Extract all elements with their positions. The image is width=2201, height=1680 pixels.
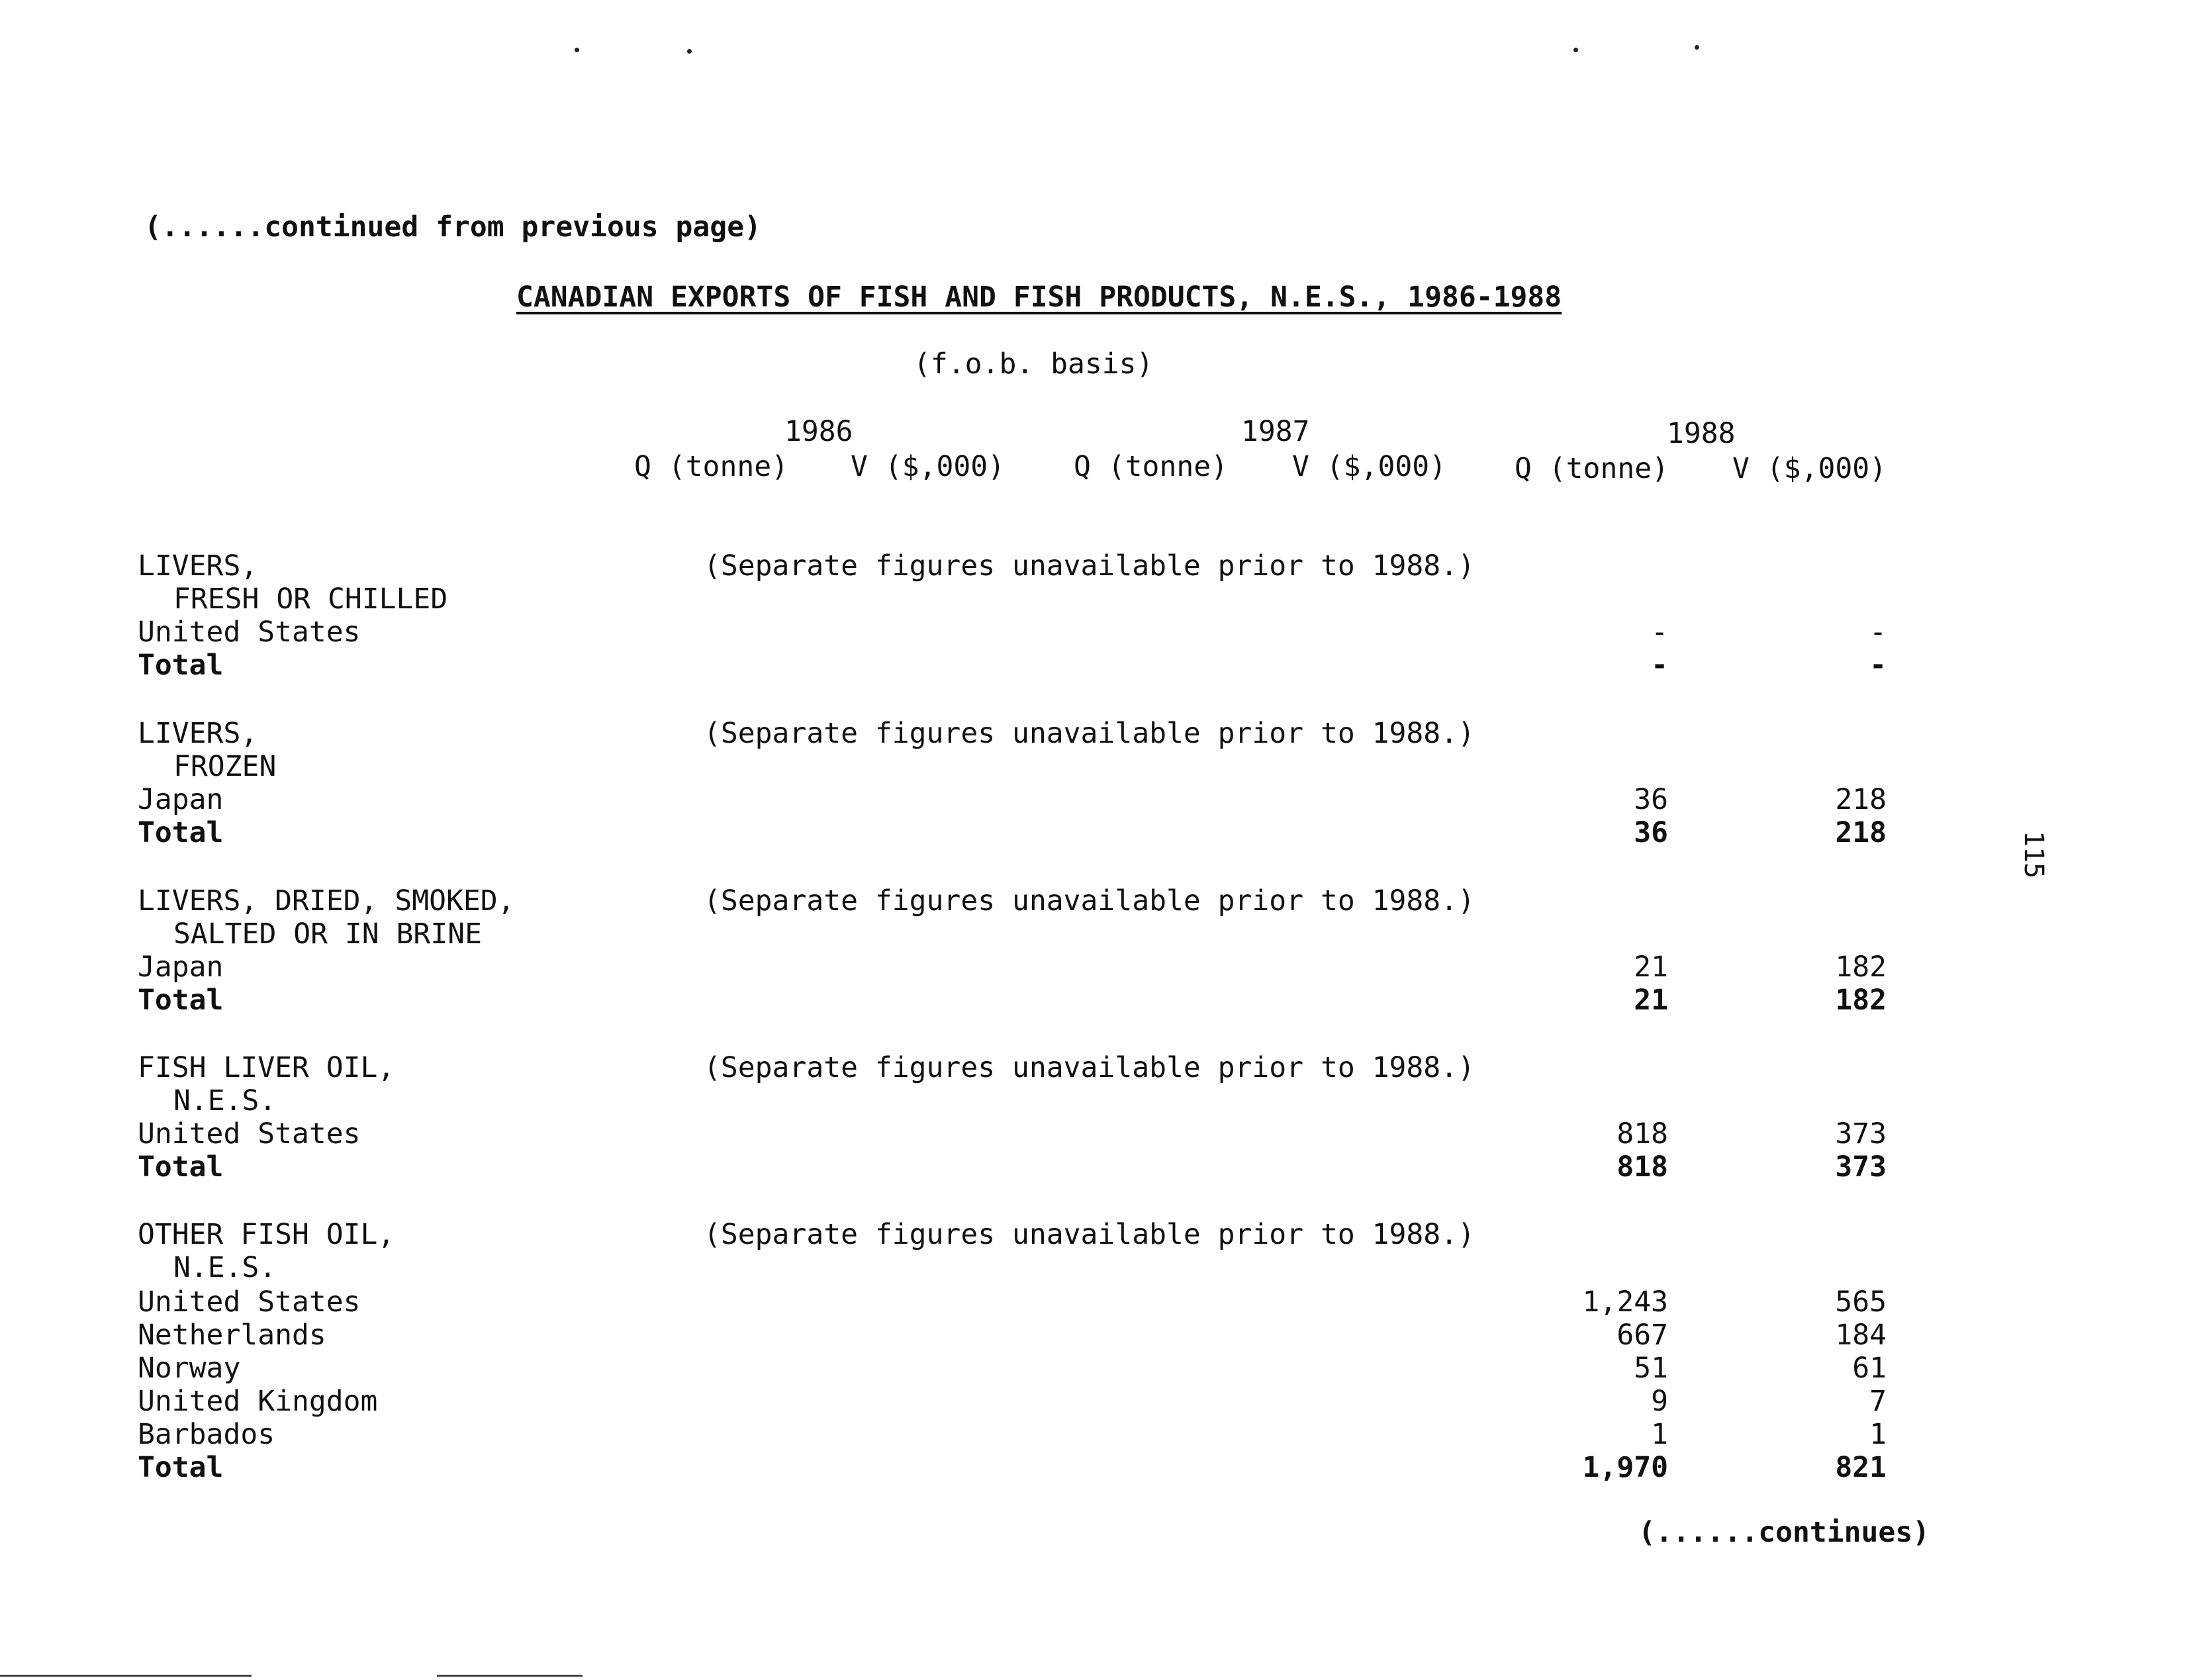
- row-q-value: 1: [1651, 1418, 1668, 1451]
- page-title: CANADIAN EXPORTS OF FISH AND FISH PRODUCTS, N.E.S., 1986-1988: [516, 281, 1562, 314]
- col-q-1986: Q (tonne): [634, 450, 788, 483]
- section-heading: OTHER FISH OIL,: [138, 1218, 395, 1251]
- total-v-value: 218: [1835, 816, 1887, 849]
- section-heading: LIVERS,: [138, 717, 258, 750]
- year-1987: 1987: [1241, 415, 1310, 448]
- row-label: United States: [138, 1117, 361, 1150]
- section-heading: LIVERS,: [138, 549, 258, 583]
- row-v-value: 61: [1852, 1352, 1887, 1385]
- unavailable-note: (Separate figures unavailable prior to 1988.): [704, 884, 1475, 917]
- total-label: Total: [138, 1150, 224, 1184]
- row-label: Japan: [138, 783, 224, 816]
- row-q-value: 9: [1651, 1385, 1668, 1418]
- total-v-value: -: [1869, 649, 1887, 682]
- total-label: Total: [138, 984, 224, 1017]
- row-q-value: 818: [1616, 1117, 1668, 1150]
- section-heading: N.E.S.: [173, 1084, 277, 1117]
- total-label: Total: [138, 1451, 224, 1484]
- total-label: Total: [138, 649, 224, 682]
- total-q-value: 36: [1634, 816, 1668, 849]
- section-heading: FROZEN: [173, 750, 277, 783]
- total-v-value: 373: [1835, 1150, 1887, 1184]
- row-v-value: -: [1869, 616, 1887, 649]
- row-v-value: 184: [1835, 1319, 1887, 1352]
- row-v-value: 1: [1869, 1418, 1887, 1451]
- row-label: United Kingdom: [138, 1385, 378, 1418]
- row-v-value: 218: [1835, 783, 1887, 816]
- section-heading: SALTED OR IN BRINE: [173, 917, 482, 951]
- total-q-value: 21: [1634, 984, 1668, 1017]
- row-label: Japan: [138, 951, 224, 984]
- row-q-value: 1,243: [1582, 1285, 1668, 1319]
- scan-edge-rule: [0, 1675, 252, 1677]
- scan-edge-rule: [437, 1675, 583, 1677]
- row-q-value: -: [1651, 616, 1668, 649]
- row-v-value: 565: [1835, 1285, 1887, 1319]
- row-label: United States: [138, 616, 361, 649]
- unavailable-note: (Separate figures unavailable prior to 1988.): [704, 717, 1475, 750]
- row-label: Netherlands: [138, 1319, 326, 1352]
- section-heading: LIVERS, DRIED, SMOKED,: [138, 884, 515, 917]
- row-label: United States: [138, 1285, 361, 1319]
- page-number: 115: [2018, 831, 2049, 879]
- total-v-value: 821: [1835, 1451, 1887, 1484]
- col-v-1987: V ($,000): [1292, 450, 1446, 483]
- unavailable-note: (Separate figures unavailable prior to 1988.): [704, 1218, 1475, 1251]
- row-label: Norway: [138, 1352, 241, 1385]
- col-q-1988: Q (tonne): [1515, 452, 1669, 485]
- total-q-value: -: [1651, 649, 1668, 682]
- year-1988: 1988: [1667, 417, 1736, 450]
- row-q-value: 21: [1634, 951, 1668, 984]
- total-label: Total: [138, 816, 224, 849]
- row-v-value: 7: [1869, 1385, 1887, 1418]
- total-v-value: 182: [1835, 984, 1887, 1017]
- continues-note: (......continues): [1638, 1516, 1930, 1549]
- scan-speck: [687, 49, 692, 54]
- unavailable-note: (Separate figures unavailable prior to 1988.): [704, 1051, 1475, 1084]
- page-subtitle: (f.o.b. basis): [913, 348, 1154, 381]
- unavailable-note: (Separate figures unavailable prior to 1988.): [704, 549, 1475, 583]
- scan-speck: [575, 48, 579, 52]
- row-q-value: 667: [1616, 1319, 1668, 1352]
- section-heading: FRESH OR CHILLED: [173, 583, 448, 616]
- row-v-value: 373: [1835, 1117, 1887, 1150]
- continued-note: (......continued from previous page): [144, 210, 761, 244]
- total-q-value: 1,970: [1582, 1451, 1668, 1484]
- row-q-value: 51: [1634, 1352, 1668, 1385]
- row-v-value: 182: [1835, 951, 1887, 984]
- section-heading: FISH LIVER OIL,: [138, 1051, 395, 1084]
- col-q-1987: Q (tonne): [1074, 450, 1228, 483]
- section-heading: N.E.S.: [173, 1251, 277, 1284]
- year-1986: 1986: [784, 415, 853, 448]
- scan-speck: [1695, 45, 1699, 50]
- row-q-value: 36: [1634, 783, 1668, 816]
- col-v-1988: V ($,000): [1732, 452, 1887, 485]
- row-label: Barbados: [138, 1418, 275, 1451]
- scan-speck: [1573, 48, 1578, 52]
- col-v-1986: V ($,000): [851, 450, 1005, 483]
- total-q-value: 818: [1616, 1150, 1668, 1184]
